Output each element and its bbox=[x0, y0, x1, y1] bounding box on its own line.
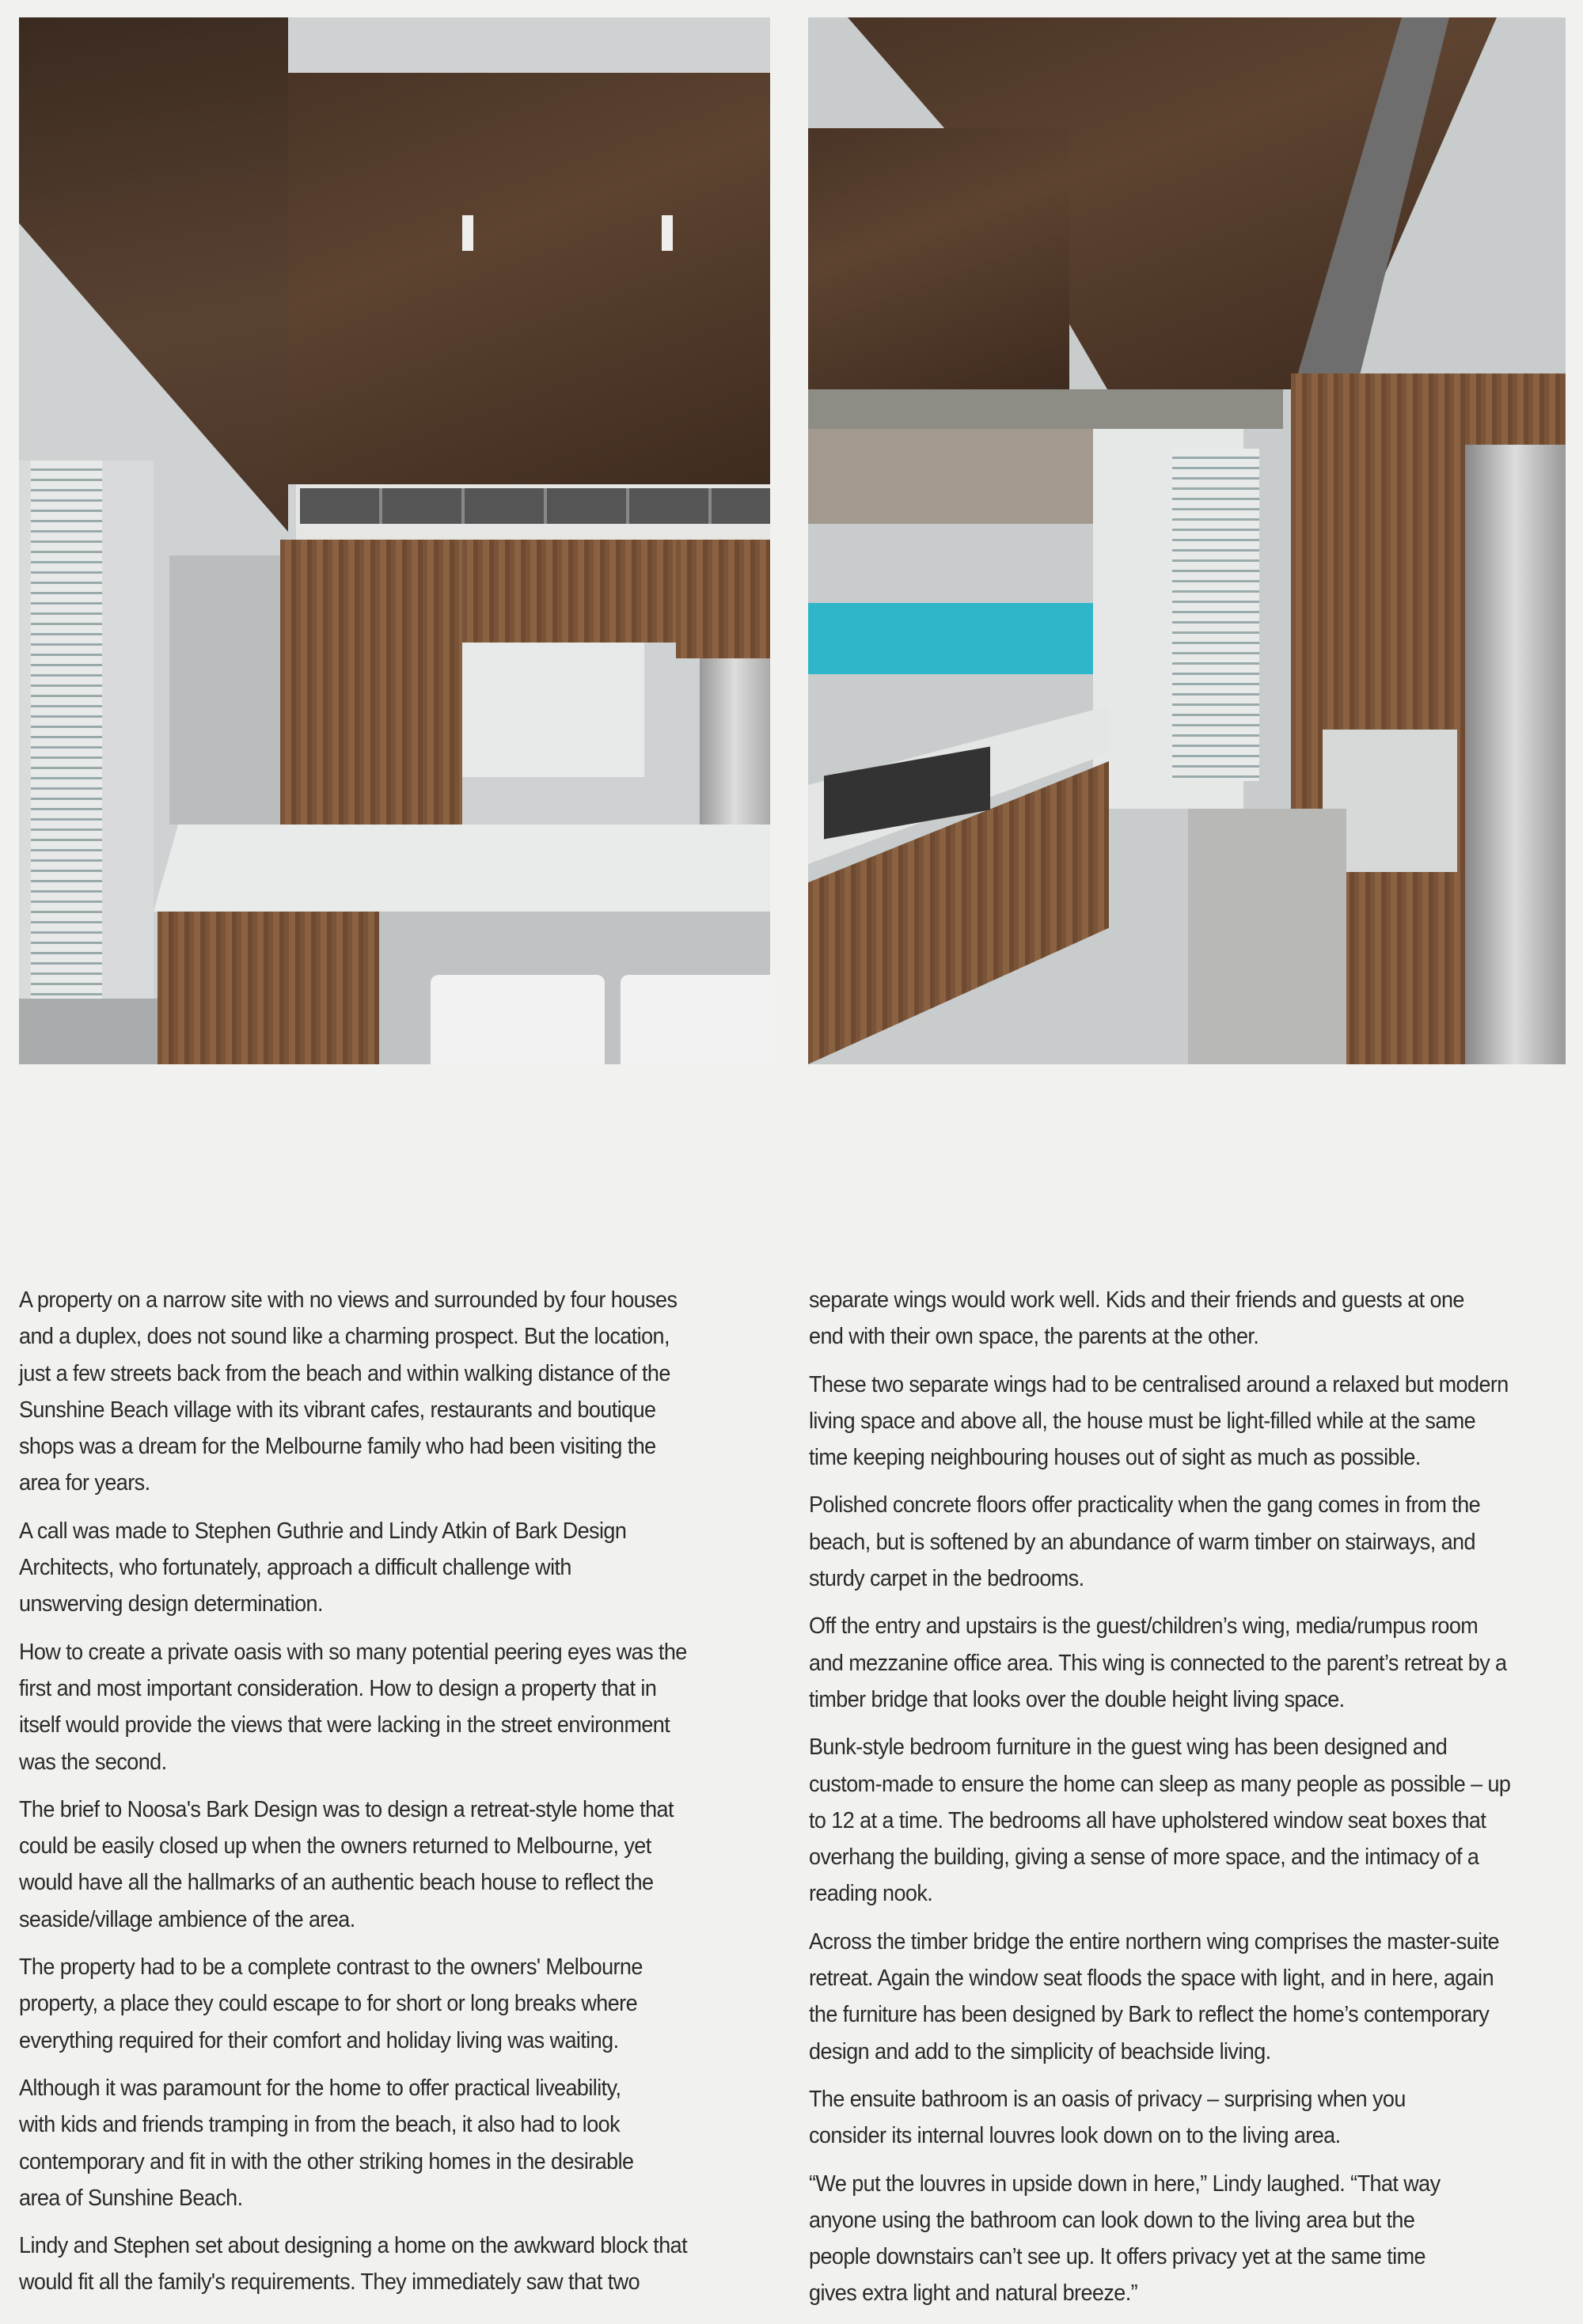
paragraph-line: Architects, who fortunately, approach a difficult challenge with bbox=[19, 1555, 571, 1581]
article-paragraph bbox=[19, 1949, 779, 2059]
paragraph-line: with kids and friends tramping in from the beach, it also had to look bbox=[19, 2112, 621, 2138]
paragraph-line: seaside/village ambience of the area. bbox=[19, 1906, 355, 1932]
paragraph-line: retreat. Again the window seat floods the space with light, and in here, again bbox=[809, 1966, 1494, 1992]
paragraph-line: The ensuite bathroom is an oasis of privacy – surprising when you bbox=[809, 2086, 1406, 2112]
paragraph-line: would have all the hallmarks of an authentic beach house to reflect the bbox=[19, 1870, 654, 1896]
article-paragraph bbox=[809, 2081, 1569, 2155]
paragraph-line: separate wings would work well. Kids and their friends and guests at one bbox=[809, 1287, 1464, 1313]
paragraph-line: Lindy and Stephen set about designing a home on the awkward block that bbox=[19, 2233, 688, 2259]
article-paragraph bbox=[19, 2070, 779, 2216]
article-paragraph bbox=[809, 1367, 1569, 1477]
paragraph-line: just a few streets back from the beach and within walking distance of the bbox=[19, 1360, 670, 1386]
paragraph-line: the furniture has been designed by Bark to reflect the home’s contemporary bbox=[809, 2002, 1490, 2028]
article-paragraph bbox=[19, 1282, 779, 1502]
paragraph-line: These two separate wings had to be centralised around a relaxed but modern bbox=[809, 1371, 1509, 1397]
article-column-left bbox=[19, 1282, 779, 2312]
article-paragraph bbox=[19, 2227, 779, 2301]
paragraph-line: A property on a narrow site with no views and surrounded by four houses bbox=[19, 1287, 678, 1313]
paragraph-line: contemporary and fit in with the other striking homes in the desirable bbox=[19, 2148, 634, 2174]
article-paragraph bbox=[809, 1608, 1569, 1718]
article-paragraph bbox=[809, 1729, 1569, 1912]
paragraph-line: unswerving design determination. bbox=[19, 1591, 323, 1617]
paragraph-line: Although it was paramount for the home to offer practical liveability, bbox=[19, 2075, 621, 2101]
paragraph-line: consider its internal louvres look down on to the living area. bbox=[809, 2123, 1341, 2149]
article-paragraph bbox=[809, 1924, 1569, 2070]
paragraph-line: gives extra light and natural breeze.” bbox=[809, 2280, 1138, 2307]
article-paragraph bbox=[809, 1282, 1569, 1355]
paragraph-line: timber bridge that looks over the double height living space. bbox=[809, 1686, 1345, 1712]
paragraph-line: was the second. bbox=[19, 1749, 167, 1775]
paragraph-line: reading nook. bbox=[809, 1881, 933, 1907]
paragraph-line: and a duplex, does not sound like a charming prospect. But the location, bbox=[19, 1324, 670, 1350]
paragraph-line: overhang the building, giving a sense of more space, and the intimacy of a bbox=[809, 1844, 1479, 1871]
article-paragraph bbox=[809, 1487, 1569, 1597]
paragraph-line: end with their own space, the parents at the other. bbox=[809, 1324, 1259, 1350]
paragraph-line: sturdy carpet in the bedrooms. bbox=[809, 1566, 1084, 1592]
article-paragraph bbox=[19, 1634, 779, 1780]
paragraph-line: first and most important consideration. How to design a property that in bbox=[19, 1675, 657, 1701]
paragraph-line: Bunk-style bedroom furniture in the guest wing has been designed and bbox=[809, 1734, 1448, 1761]
article-paragraph bbox=[19, 1791, 779, 1938]
article-column-right bbox=[809, 1282, 1569, 2323]
paragraph-line: area for years. bbox=[19, 1470, 150, 1496]
paragraph-line: area of Sunshine Beach. bbox=[19, 2185, 243, 2211]
paragraph-line: would fit all the family's requirements. They immediately saw that two bbox=[19, 2269, 640, 2296]
kitchen-photo-right bbox=[808, 17, 1566, 1064]
paragraph-line: to 12 at a time. The bedrooms all have upholstered window seat boxes that bbox=[809, 1807, 1486, 1833]
article-paragraph bbox=[19, 1513, 779, 1623]
paragraph-line: A call was made to Stephen Guthrie and Lindy Atkin of Bark Design bbox=[19, 1518, 627, 1544]
paragraph-line: property, a place they could escape to for short or long breaks where bbox=[19, 1991, 638, 2017]
paragraph-line: shops was a dream for the Melbourne family who had been visiting the bbox=[19, 1434, 656, 1460]
paragraph-line: everything required for their comfort and holiday living was waiting. bbox=[19, 2027, 619, 2053]
paragraph-line: custom-made to ensure the home can sleep as many people as possible – up bbox=[809, 1771, 1511, 1797]
paragraph-line: people downstairs can’t see up. It offers privacy yet at the same time bbox=[809, 2244, 1425, 2270]
paragraph-line: anyone using the bathroom can look down to the living area but the bbox=[809, 2207, 1415, 2233]
paragraph-line: and mezzanine office area. This wing is connected to the parent’s retreat by a bbox=[809, 1650, 1507, 1676]
paragraph-line: beach, but is softened by an abundance of warm timber on stairways, and bbox=[809, 1529, 1475, 1555]
paragraph-line: How to create a private oasis with so many potential peering eyes was the bbox=[19, 1639, 687, 1665]
article-paragraph bbox=[809, 2166, 1569, 2312]
paragraph-line: living space and above all, the house must be light-filled while at the same bbox=[809, 1408, 1476, 1434]
paragraph-line: design and add to the simplicity of beachside living. bbox=[809, 2038, 1271, 2064]
paragraph-line: “We put the louvres in upside down in here,” Lindy laughed. “That way bbox=[809, 2170, 1441, 2197]
paragraph-line: Off the entry and upstairs is the guest/children’s wing, media/rumpus room bbox=[809, 1613, 1479, 1640]
paragraph-line: Sunshine Beach village with its vibrant cafes, restaurants and boutique bbox=[19, 1397, 656, 1423]
paragraph-line: itself would provide the views that were lacking in the street environment bbox=[19, 1712, 670, 1738]
paragraph-line: Across the timber bridge the entire northern wing comprises the master-suite bbox=[809, 1928, 1499, 1954]
paragraph-line: The property had to be a complete contrast to the owners' Melbourne bbox=[19, 1954, 643, 1981]
paragraph-line: could be easily closed up when the owners returned to Melbourne, yet bbox=[19, 1833, 651, 1860]
paragraph-line: Polished concrete floors offer practicality when the gang comes in from the bbox=[809, 1492, 1481, 1518]
paragraph-line: The brief to Noosa's Bark Design was to design a retreat-style home that bbox=[19, 1796, 674, 1822]
kitchen-photo-left bbox=[19, 17, 770, 1064]
paragraph-line: time keeping neighbouring houses out of sight as much as possible. bbox=[809, 1445, 1421, 1471]
